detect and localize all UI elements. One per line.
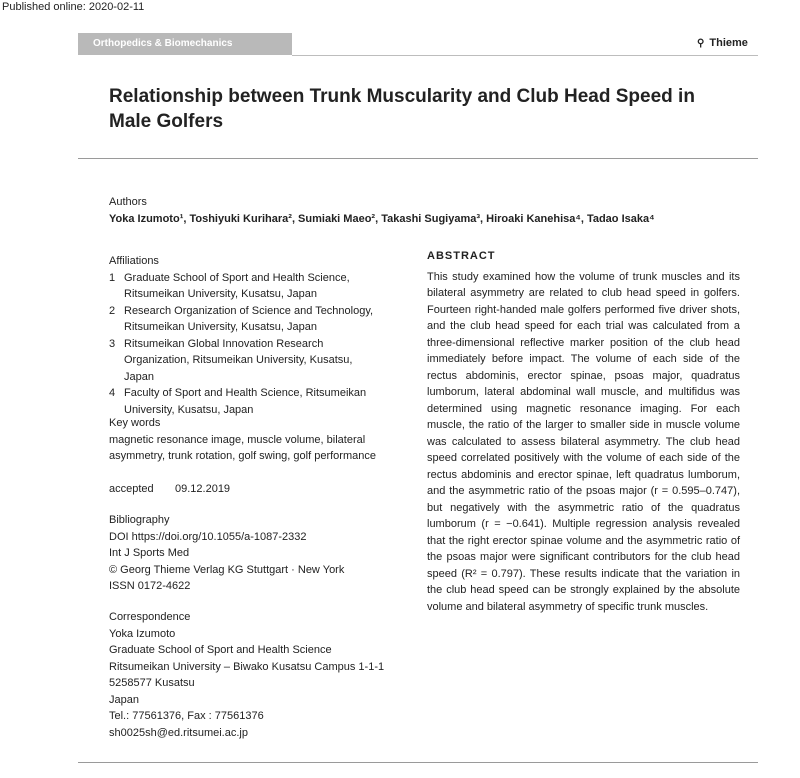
- keywords-text: magnetic resonance image, muscle volume, bilateral asymmetry, trunk rotation, golf swing, golf performance: [109, 433, 376, 462]
- correspondence-phone: Tel.: 77561376, Fax : 77561376: [109, 710, 264, 722]
- article-title: Relationship between Trunk Muscularity and Club Head Speed in Male Golfers: [109, 86, 695, 132]
- copyright: © Georg Thieme Verlag KG Stuttgart · New York: [109, 563, 345, 576]
- authors-names: Yoka Izumoto¹, Toshiyuki Kurihara², Sumiaki Maeo², Takashi Sugiyama³, Hiroaki Kanehisa⁴, Tadao Isaka⁴: [109, 212, 655, 225]
- bibliography-label: Bibliography: [109, 514, 170, 526]
- affiliation-text: Ritsumeikan Global Innovation Research Organization, Ritsumeikan University, Kusatsu, Japan: [124, 337, 353, 383]
- affiliation-text: Research Organization of Science and Technology, Ritsumeikan University, Kusatsu, Japan: [124, 304, 374, 333]
- affiliation-text: Faculty of Sport and Health Science, Ritsumeikan University, Kusatsu, Japan: [124, 387, 367, 416]
- accepted-date: 09.12.2019: [175, 483, 231, 495]
- affiliation-number: 4: [109, 387, 116, 399]
- thieme-logo-icon: ⚲: [697, 38, 705, 49]
- affiliation-item: [109, 336, 389, 386]
- keywords-label: Key words: [109, 417, 161, 429]
- affiliation-number: 3: [109, 337, 116, 350]
- affiliation-item: [109, 303, 389, 336]
- journal-name: Int J Sports Med: [109, 547, 190, 559]
- doi-link[interactable]: DOI https://doi.org/10.1055/a-1087-2332: [109, 530, 307, 543]
- affiliation-number: 1: [109, 271, 116, 284]
- authors-section: [109, 194, 689, 227]
- correspondence-country: Japan: [109, 693, 139, 706]
- affiliation-number: 2: [109, 304, 116, 317]
- affiliations-section: [109, 253, 389, 418]
- affiliation-text: Graduate School of Sport and Health Science, Ritsumeikan University, Kusatsu, Japan: [124, 271, 350, 300]
- publisher-name: Thieme: [709, 37, 748, 49]
- accepted-label: accepted: [109, 483, 154, 495]
- affiliation-item: [109, 385, 389, 418]
- publisher-logo: [697, 37, 748, 49]
- issn: ISSN 0172-4622: [109, 580, 191, 592]
- abstract-text: This study examined how the volume of trunk muscles and its bilateral asymmetry are related to club head speed in golfers. Fourteen right-handed male golfers performed five driver shots, and the club head speed for each trial was calculated from a three-dimensional reflective marker position of the club head immediately before impact. The volume of each side of the rectus abdominis, erector spinae, psoas major, quadratus lumborum, lateral abdominal wall muscle, and multifidus was determined using magnetic resonance imaging. For each muscle, the ratio of the larger to smaller side in muscle volume was calculated to assess bilateral asymmetry. The club head speed correlated positively with the volume of each side of the rectus abdominis and erector spinae, left quadratus lumborum, and the asymmetric ratio of the psoas major (r = 0.595–0.747), but negatively with the asymmetric ratio of the quadratus lumborum (r = −0.641). Multiple regression analysis revealed that the right erector spinae volume and the asymmetric ratio of the psoas major were significant contributors for the club head speed (R² = 0.797). These results indicate that the variation in the club head speed can be strongly explained by the absolute volume and bilateral asymmetry of specific trunk muscles.: [427, 270, 740, 613]
- keywords-section: [109, 415, 399, 465]
- abstract-heading: ABSTRACT: [427, 250, 496, 262]
- footer-divider: [78, 762, 758, 763]
- bibliography-section: [109, 512, 399, 595]
- correspondence-email[interactable]: sh0025sh@ed.ritsumei.ac.jp: [109, 726, 248, 739]
- section-label: Orthopedics & Biomechanics: [78, 33, 292, 55]
- header-divider: [292, 55, 758, 56]
- accepted-row: [109, 481, 230, 498]
- authors-label: Authors: [109, 196, 147, 208]
- title-divider: [78, 158, 758, 159]
- correspondence-dept: Graduate School of Sport and Health Science: [109, 644, 332, 656]
- abstract-section: [427, 248, 740, 615]
- correspondence-postal: 5258577 Kusatsu: [109, 677, 195, 689]
- affiliation-item: [109, 270, 389, 303]
- correspondence-label: Correspondence: [109, 611, 191, 623]
- correspondence-name: Yoka Izumoto: [109, 627, 176, 640]
- published-online-date: Published online: 2020-02-11: [2, 1, 145, 13]
- correspondence-address: Ritsumeikan University – Biwako Kusatsu Campus 1-1-1: [109, 660, 385, 673]
- affiliations-label: Affiliations: [109, 255, 159, 267]
- correspondence-section: [109, 609, 409, 741]
